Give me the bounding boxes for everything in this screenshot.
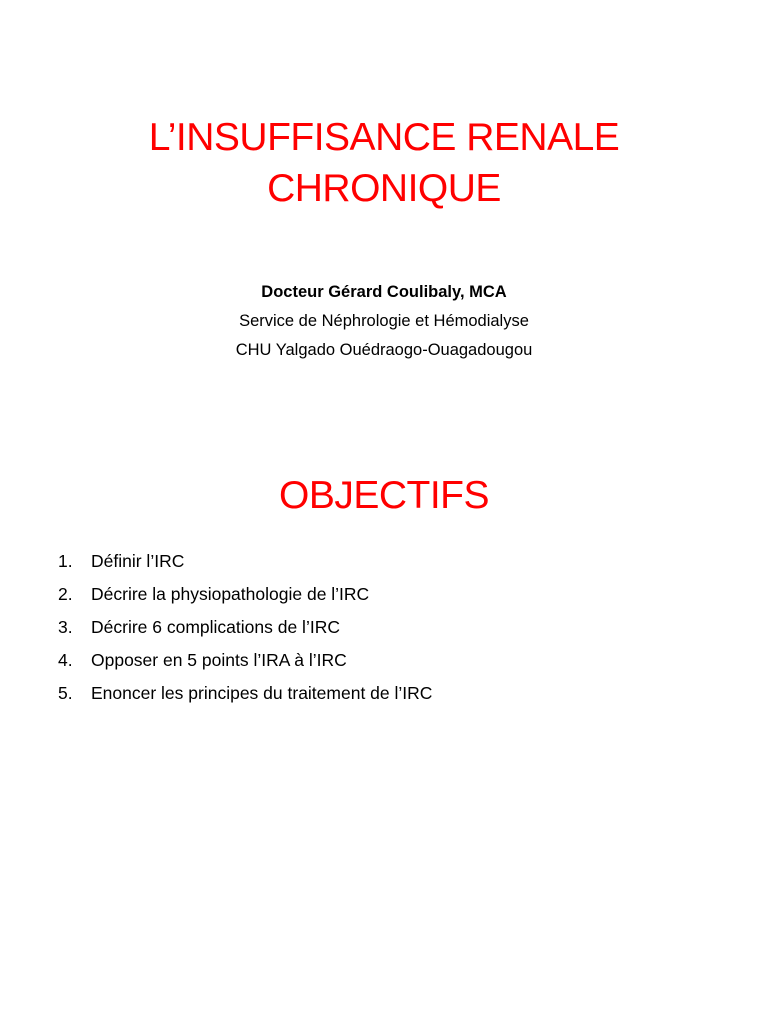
list-item	[58, 545, 432, 578]
list-item-text: Définir l’IRC	[91, 551, 185, 571]
title-line-1: L’INSUFFISANCE RENALE	[148, 116, 620, 159]
list-item	[58, 611, 432, 644]
author-name: Docteur Gérard Coulibaly, MCA	[261, 283, 507, 301]
author-institution: CHU Yalgado Ouédraogo-Ouagadougou	[235, 341, 533, 359]
objectives-list	[58, 545, 432, 710]
title-line-2: CHRONIQUE	[267, 167, 501, 210]
list-item-number: 3.	[58, 617, 73, 637]
list-item	[58, 677, 432, 710]
list-item-number: 4.	[58, 650, 73, 670]
list-item-text: Décrire la physiopathologie de l’IRC	[91, 584, 370, 604]
author-department: Service de Néphrologie et Hémodialyse	[239, 312, 529, 330]
list-item	[58, 578, 432, 611]
list-item-text: Opposer en 5 points l’IRA à l’IRC	[91, 650, 347, 670]
list-item-text: Enoncer les principes du traitement de l’IRC	[91, 683, 433, 703]
list-item-text: Décrire 6 complications de l’IRC	[91, 617, 340, 637]
objectives-heading: OBJECTIFS	[278, 474, 490, 517]
author-block	[0, 278, 768, 365]
list-item	[58, 644, 432, 677]
list-item-number: 5.	[58, 683, 73, 703]
document-title	[0, 112, 768, 214]
list-item-number: 2.	[58, 584, 73, 604]
list-item-number: 1.	[58, 551, 73, 571]
